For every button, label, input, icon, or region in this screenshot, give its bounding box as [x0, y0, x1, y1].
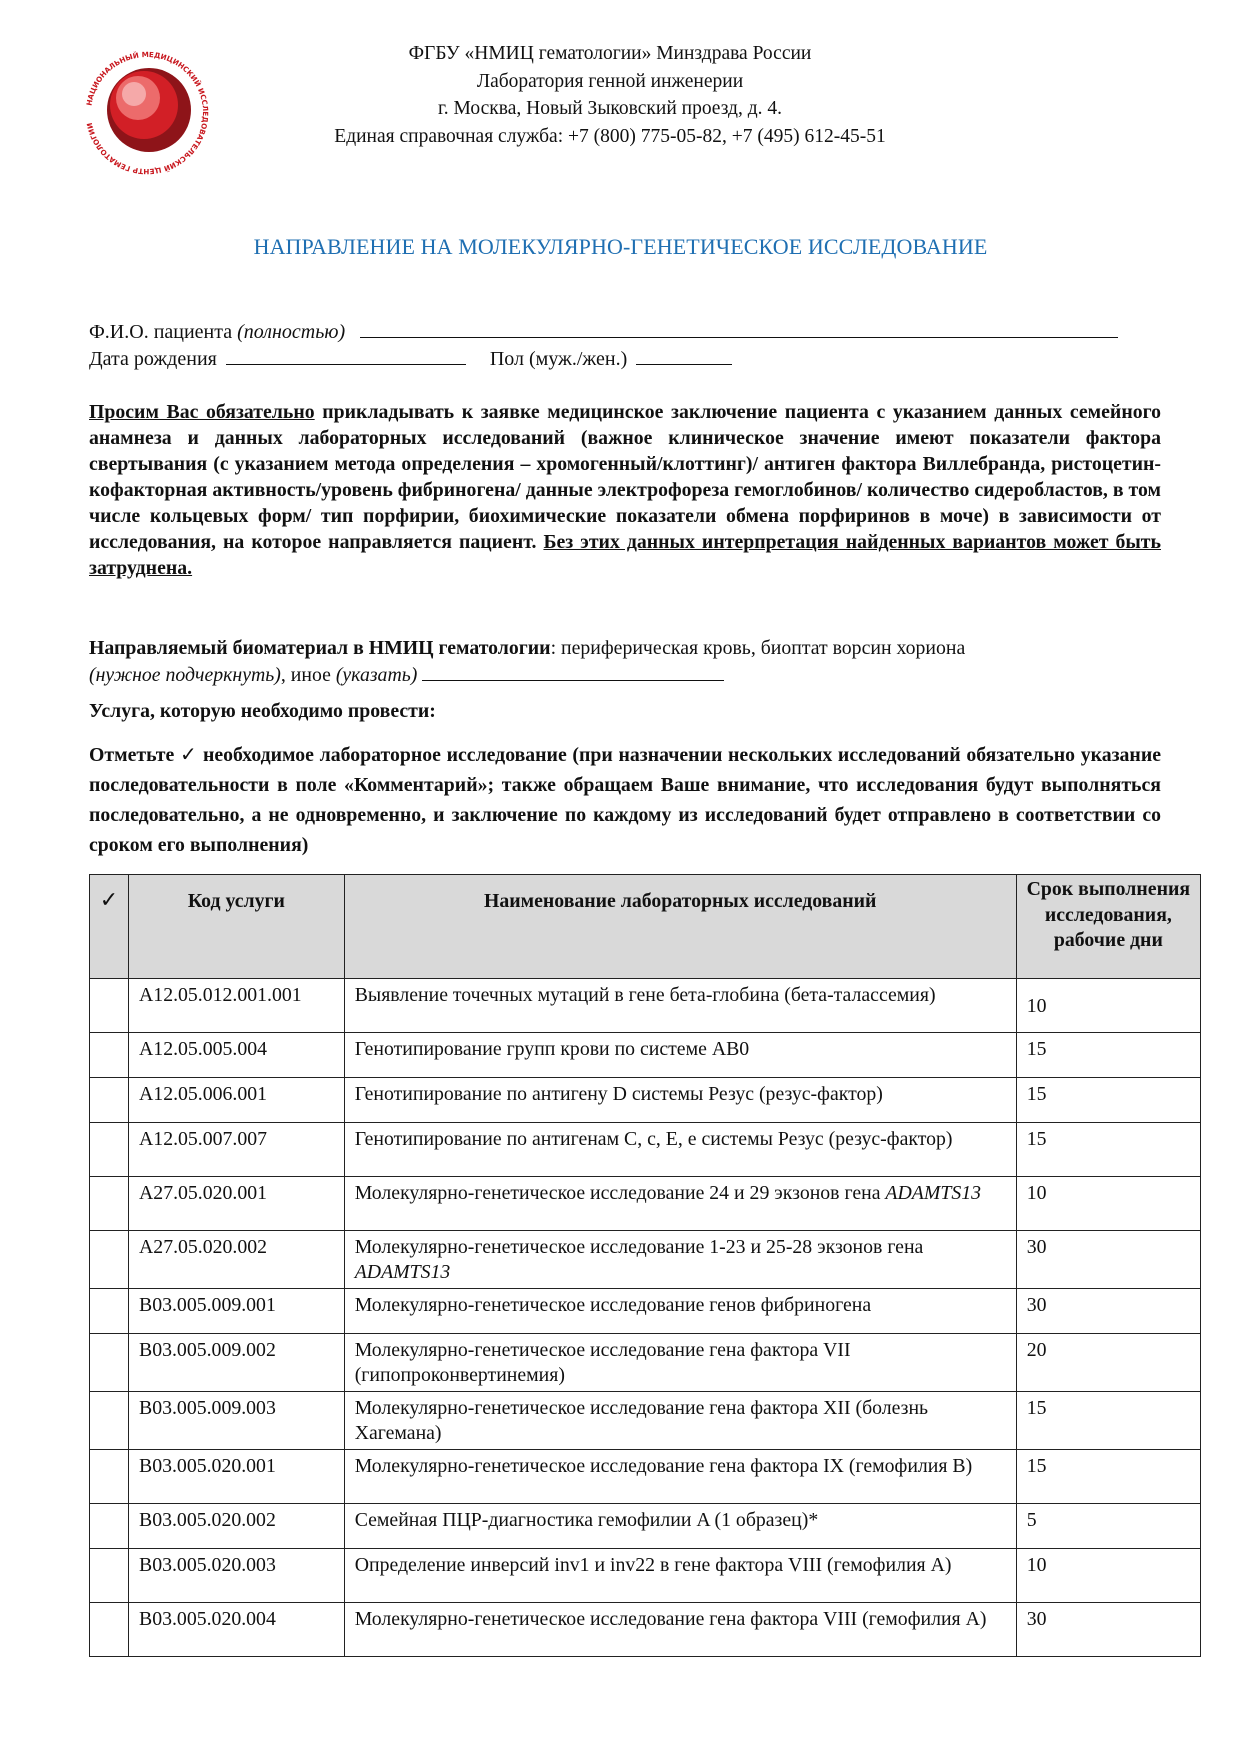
service-term: 15 — [1016, 1123, 1200, 1177]
fio-label: Ф.И.О. пациента — [89, 321, 233, 343]
service-name — [344, 1392, 1016, 1450]
row-checkbox-cell[interactable] — [90, 979, 129, 1033]
service-name — [344, 1177, 1016, 1231]
service-code: A27.05.020.001 — [129, 1177, 345, 1231]
service-name — [344, 1123, 1016, 1177]
service-term: 30 — [1016, 1231, 1200, 1289]
service-code: B03.005.020.001 — [129, 1450, 345, 1504]
address: г. Москва, Новый Зыковский проезд, д. 4. — [437, 98, 783, 119]
lab-name: Лаборатория генной инженерии — [476, 70, 744, 92]
service-code: B03.005.020.004 — [129, 1603, 345, 1657]
row-checkbox-cell[interactable] — [90, 1289, 129, 1334]
dob-label: Дата рождения — [89, 348, 217, 370]
table-row — [90, 1450, 1201, 1504]
notice-tail: Без этих данных интерпретация найденных вариантов может быть затруднена. — [89, 531, 1161, 579]
biomaterial-block — [89, 635, 1169, 688]
check-column-header: ✓ — [90, 875, 129, 979]
service-name — [344, 1033, 1016, 1078]
table-row — [90, 1603, 1201, 1657]
service-code: B03.005.020.002 — [129, 1504, 345, 1549]
name-column-header: Наименование лабораторных исследований — [344, 875, 1016, 979]
biomaterial-other-field[interactable] — [422, 662, 724, 681]
table-row — [90, 1504, 1201, 1549]
service-name — [344, 1504, 1016, 1549]
biomaterial-note: (нужное подчеркнуть) — [89, 663, 281, 686]
logo-ring-text: НАЦИОНАЛЬНЫЙ МЕДИЦИНСКИЙ ИССЛЕДОВАТЕЛЬСКИЙ ЦЕНТР ГЕМАТОЛОГИИ — [84, 49, 211, 177]
service-name-text: Молекулярно-генетическое исследование генов фибриногена — [354, 1294, 872, 1316]
service-name — [344, 1289, 1016, 1334]
table-row — [90, 979, 1201, 1033]
service-name-text: Молекулярно-генетическое исследование гена фактора XII (болезнь Хагемана) — [354, 1397, 929, 1444]
row-checkbox-cell[interactable] — [90, 1450, 129, 1504]
service-name-text: Молекулярно-генетическое исследование 1-23 и 25-28 экзонов гена — [354, 1236, 924, 1258]
check-icon: ✓ — [179, 744, 198, 766]
service-label: Услуга, которую необходимо провести: — [89, 700, 436, 722]
biomaterial-other: , иное — [280, 663, 331, 686]
notice-lead: Просим Вас обязательно — [89, 401, 315, 423]
row-checkbox-cell[interactable] — [90, 1504, 129, 1549]
service-name — [344, 1078, 1016, 1123]
service-name-text: Молекулярно-генетическое исследование гена фактора IX (гемофилия B) — [354, 1455, 973, 1477]
service-code: A12.05.007.007 — [129, 1123, 345, 1177]
service-term: 10 — [1016, 1549, 1200, 1603]
service-name-text: Молекулярно-генетическое исследование 24 и 29 экзонов гена — [354, 1182, 886, 1204]
service-name-text: Молекулярно-генетическое исследование гена фактора VII (гипопроконвертинемия) — [354, 1339, 851, 1386]
row-checkbox-cell[interactable] — [90, 1603, 129, 1657]
service-term: 15 — [1016, 1450, 1200, 1504]
service-code: A12.05.012.001.001 — [129, 979, 345, 1033]
service-term: 30 — [1016, 1289, 1200, 1334]
service-term: 15 — [1016, 1078, 1200, 1123]
table-row — [90, 1078, 1201, 1123]
instruction-text — [89, 740, 1161, 860]
gene-name: ADAMTS13 — [885, 1182, 982, 1204]
row-checkbox-cell[interactable] — [90, 1392, 129, 1450]
service-name-text: Определение инверсий inv1 и inv22 в гене фактора VIII (гемофилия A) — [354, 1554, 952, 1576]
service-name — [344, 1231, 1016, 1289]
service-term: 20 — [1016, 1334, 1200, 1392]
service-code: A12.05.006.001 — [129, 1078, 345, 1123]
service-code: A27.05.020.002 — [129, 1231, 345, 1289]
row-checkbox-cell[interactable] — [90, 1033, 129, 1078]
gene-name: ADAMTS13 — [354, 1261, 451, 1283]
table-row — [90, 1289, 1201, 1334]
services-table — [89, 874, 1201, 1657]
service-code: B03.005.009.001 — [129, 1289, 345, 1334]
service-name — [344, 1549, 1016, 1603]
biomaterial-other-note: (указать) — [335, 663, 418, 686]
dob-field[interactable] — [226, 345, 466, 365]
biomaterial-label: Направляемый биоматериал в НМИЦ гематологии — [89, 637, 551, 659]
service-name — [344, 979, 1016, 1033]
service-name-text: Семейная ПЦР-диагностика гемофилии A (1 образец)* — [354, 1509, 819, 1531]
table-row — [90, 1177, 1201, 1231]
service-code: B03.005.009.002 — [129, 1334, 345, 1392]
table-row — [90, 1231, 1201, 1289]
service-name-text: Генотипирование групп крови по системе AB0 — [354, 1038, 750, 1060]
service-name-text: Генотипирование по антигену D системы Резус (резус-фактор) — [354, 1083, 883, 1105]
fio-note: (полностью) — [237, 321, 346, 343]
service-name — [344, 1334, 1016, 1392]
biomaterial-options[interactable]: : периферическая кровь, биоптат ворсин хориона — [550, 637, 966, 659]
service-code: A12.05.005.004 — [129, 1033, 345, 1078]
service-code: B03.005.020.003 — [129, 1549, 345, 1603]
institution-header — [230, 40, 990, 150]
row-checkbox-cell[interactable] — [90, 1078, 129, 1123]
service-name-text: Молекулярно-генетическое исследование гена фактора VIII (гемофилия A) — [354, 1608, 987, 1630]
service-term: 15 — [1016, 1033, 1200, 1078]
clinical-data-notice — [89, 399, 1161, 581]
row-checkbox-cell[interactable] — [90, 1334, 129, 1392]
term-column-header: Срок выполнения исследования, рабочие дни — [1016, 875, 1200, 979]
instruction-body: необходимое лабораторное исследование (при назначении нескольких исследований обязательно указание последовательности в поле «Комментарий»; также обращаем Ваше внимание, что исследования будут выполняться последовательно, а не одновременно, и заключение по каждому из исследований будет отправлено в соответствии со сроком его выполнения) — [89, 744, 1161, 856]
org-name: ФГБУ «НМИЦ гематологии» Минздрава России — [408, 43, 812, 64]
code-column-header: Код услуги — [129, 875, 345, 979]
service-name-text: Генотипирование по антигенам C, c, E, e системы Резус (резус-фактор) — [354, 1128, 953, 1150]
service-code: B03.005.009.003 — [129, 1392, 345, 1450]
service-term: 5 — [1016, 1504, 1200, 1549]
table-header-row — [90, 875, 1201, 979]
notice-body: прикладывать к заявке медицинское заключение пациента с указанием данных семейного анамнеза и данных лабораторных исследований (важное клиническое значение имеют показатели фактора свертывания (с указанием метода определения – хромогенный/клоттинг)/ антиген фактора Виллебранда, ристоцетин-кофакторная активность/уровень фибриногена/ данные электрофореза гемоглобинов/ количество сидеробластов, в том числе кольцевых форм/ тип порфирии, биохимические показатели обмена порфиринов в моче) в зависимости от исследования, на которое направляется пациент. — [89, 401, 1161, 553]
phones: Единая справочная служба: +7 (800) 775-05-82, +7 (495) 612-45-51 — [334, 125, 886, 147]
table-row — [90, 1123, 1201, 1177]
service-name — [344, 1603, 1016, 1657]
service-term: 10 — [1016, 1177, 1200, 1231]
row-checkbox-cell[interactable] — [90, 1231, 129, 1289]
row-checkbox-cell[interactable] — [90, 1549, 129, 1603]
service-term: 15 — [1016, 1392, 1200, 1450]
table-row — [90, 1392, 1201, 1450]
row-checkbox-cell[interactable] — [90, 1177, 129, 1231]
service-name — [344, 1450, 1016, 1504]
service-name-text: Выявление точечных мутаций в гене бета-глобина (бета-талассемия) — [354, 984, 936, 1006]
table-row — [90, 1334, 1201, 1392]
center-logo — [82, 48, 212, 178]
row-checkbox-cell[interactable] — [90, 1123, 129, 1177]
instruction-lead: Отметьте — [89, 744, 175, 766]
service-term: 10 — [1016, 979, 1200, 1033]
patient-name-field[interactable] — [360, 318, 1118, 338]
service-term: 30 — [1016, 1603, 1200, 1657]
document-title: НАПРАВЛЕНИЕ НА МОЛЕКУЛЯРНО-ГЕНЕТИЧЕСКОЕ ИССЛЕДОВАНИЕ — [253, 234, 988, 259]
dob-sex-row — [89, 345, 732, 371]
sex-field[interactable] — [636, 345, 732, 365]
sex-label: Пол (муж./жен.) — [489, 348, 628, 370]
table-row — [90, 1549, 1201, 1603]
patient-name-row — [89, 318, 1118, 344]
table-row — [90, 1033, 1201, 1078]
